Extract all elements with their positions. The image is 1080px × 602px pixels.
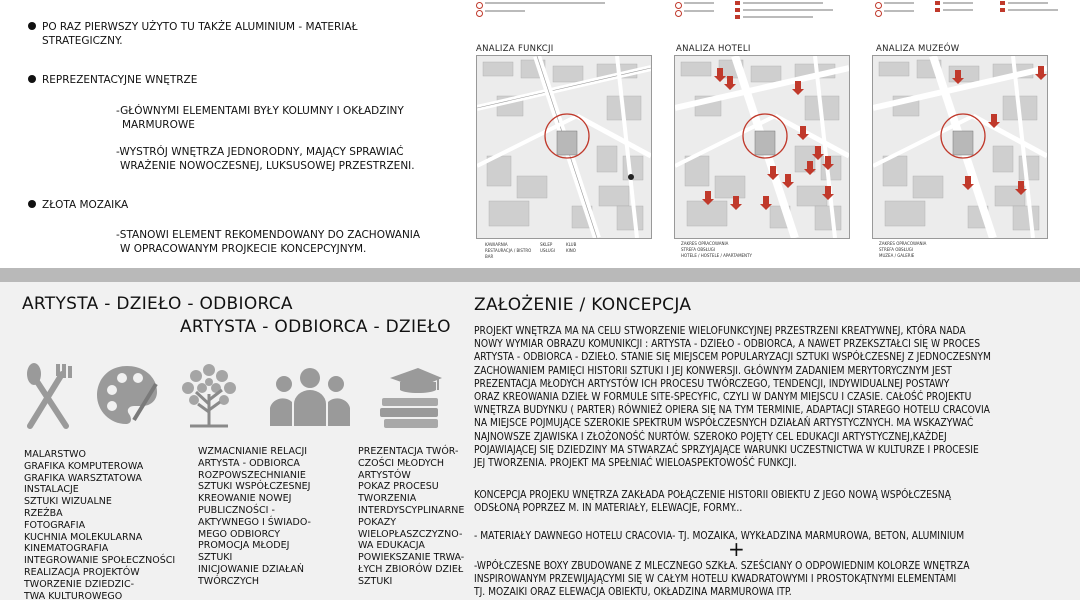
legend-circle-icon xyxy=(875,2,882,9)
legend-line xyxy=(743,9,833,11)
legend-square-icon xyxy=(935,8,940,12)
bullet-item: REPREZENTACYJNE WNĘTRZE xyxy=(42,73,197,87)
legend-strip-2 xyxy=(675,0,865,26)
top-section xyxy=(0,0,1080,268)
tree-icon xyxy=(176,360,242,430)
bullet-dot-icon xyxy=(28,22,36,30)
legend-square-icon xyxy=(735,1,740,5)
legend-strip-3 xyxy=(875,0,1065,20)
concept-heading: ZAŁOŻENIE / KONCEPCJA xyxy=(474,295,692,315)
legend-muzeow: ZAKRES OPRACOWANIA STREFA OBSŁUGI MUZEA / GALERIE xyxy=(879,241,927,258)
bullet-dot-icon xyxy=(28,75,36,83)
sub-item: -GŁÓWNYMI ELEMENTAMI BYŁY KOLUMNY I OKŁADZINY MARMUROWE xyxy=(116,105,404,131)
section-divider xyxy=(0,268,1080,282)
map-funkcji xyxy=(476,55,652,239)
map-muzeow xyxy=(872,55,1048,239)
palette-icon xyxy=(94,362,160,428)
map-hoteli xyxy=(674,55,850,239)
legend-square-icon xyxy=(1000,8,1005,12)
materials-line: - MATERIAŁY DAWNEGO HOTELU CRACOVIA- TJ. MOZAIKA, WYKŁADZINA MARMUROWA, BETON, ALUMINIUM xyxy=(474,531,965,542)
panel-title-muzeow: ANALIZA MUZEÓW xyxy=(876,44,960,54)
legend-line xyxy=(743,2,823,4)
legend-square-icon xyxy=(735,8,740,12)
legend-line xyxy=(943,9,973,11)
sub-item: -STANOWI ELEMENT REKOMENDOWANY DO ZACHOWANIA W OPRACOWANYM PROJKECIE KONCEPCYJNYM. xyxy=(116,229,421,255)
legend-line xyxy=(485,2,605,4)
heading-artysta-odbiorca-dzielo: ARTYSTA - ODBIORCA - DZIEŁO xyxy=(180,317,451,337)
plus-sign: + xyxy=(728,537,745,561)
bullet-item: PO RAZ PIERWSZY UŻYTO TU TAKŻE ALUMINIUM - MATERIAŁ STRATEGICZNY. xyxy=(42,20,357,48)
legend-funkcji-2: SKLEP USŁUGI xyxy=(540,242,555,253)
sub-item: -WYSTRÓJ WNĘTRZA JEDNORODNY, MAJĄCY SPRAWIAĆ WRAŻENIE NOWOCZESNEJ, LUKSUSOWEJ PRZESTRZENI. xyxy=(116,146,415,172)
legend-line xyxy=(485,10,525,12)
map-marker-icon xyxy=(628,174,634,180)
bullet-dot-icon xyxy=(28,200,36,208)
concept-paragraph-2: KONCEPCJA PROJEKU WNĘTRZA ZAKŁADA POŁĄCZENIE HISTORII OBIEKTU Z JEGO NOWĄ WSPÓŁCZESNĄ ODSŁONĄ POPRZEZ M. IN MATERIAŁY, ELEWACJE, FORMY... xyxy=(474,490,951,515)
concept-paragraph: PROJEKT WNĘTRZA MA NA CELU STWORZENIE WIELOFUNKCYJNEJ PRZESTRZENI KREATYWNEJ, KTÓRA NADA NOWY WYMIAR OBRAZU KOMUNIKCJI : ARTYSTA - DZIEŁO - ODBIORCA, A NAWET PRZEKSZTAŁCI SIĘ W PROCES ARTYSTA - ODBIORCA - DZIEŁO. STANIE SIĘ MIEJSCEM POPULARYZACJI SZTUKI WSPÓŁCZESNEJ Z JEDNOCZESNYM ZACHOWANIEM PAMIĘCI HISTORII SZTUKI I JEJ KONWERSJI. GŁÓWNYM ZADANIEM MERYTORYCZNYM JEST PREZENTACJA MŁODYCH ARTYSTÓW ICH PROCESU TWÓRCZEGO, TENDENCJI, INDYWIDUALNEJ POSTAWY ORAZ KREOWANIA DZIEŁ W FORMULE SITE-SPECYFIC, CZYLI W DANYM MIEJSCU I CZASIE. CAŁOŚĆ PROJEKTU WNĘTRZA BUDYNKU ( PARTER) RÓWNIEŻ OPIERA SIĘ NA TYM TERMINIE, ADAPTACJI STAREGO HOTELU CRACOVIA NA MIEJSCE POJMUJĄCE SZEROKIE SPEKTRUM WSPÓŁCZESNYCH DZIAŁAŃ ARTYSTYCZNYCH. MA WSKAZYWAĆ NAJNOWSZE ZJAWISKA I ZŁOŻONOŚĆ NURTÓW. SZEROKO POJĘTY CEL EDUKACJI ARTYSTYCZNEJ,KAŻDEJ POJAWIAJĄCEJ SIĘ DZIEDZINY MA STWARZAĆ SPRZYJAJĄCE WARUNKI UCZESTNICTWA W KULTURZE I PROCESIE JEJ TWORZENIA. PROJEKT MA SPEŁNIAĆ WIELOASPEKTOWOŚĆ FUNKCJI. xyxy=(474,326,991,470)
legend-circle-icon xyxy=(476,2,483,9)
legend-line xyxy=(884,2,914,4)
legend-square-icon xyxy=(935,1,940,5)
panel-title-hoteli: ANALIZA HOTELI xyxy=(676,44,751,54)
col-presentation: PREZENTACJA TWÓR- CZOŚCI MŁODYCH ARTYSTÓW POKAZ PROCESU TWORZENIA INTERDYSCYPLINARNE POKAZY WIELOPŁASZCZYZNO- WA EDUKACJA POWIEKSZANIE TRWA- ŁYCH ZBIORÓW DZIEŁ SZTUKI xyxy=(358,446,465,587)
legend-funkcji: KAWIARNIA RESTAURACJA / BISTRO BAR xyxy=(485,242,532,259)
legend-square-icon xyxy=(735,15,740,19)
col-disciplines: MALARSTWO GRAFIKA KOMPUTEROWA GRAFIKA WARSZTATOWA INSTALACJE SZTUKI WIZUALNE RZEŹBA FOTOGRAFIA KUCHNIA MOLEKULARNA KINEMATOGRAFIA INTEGROWANIE SPOŁECZNOŚCI REALIZACJA PROJEKTÓW TWORZENIE DZIEDZIC- TWA KULTUROWEGO xyxy=(24,449,176,602)
heading-artysta-dzielo-odbiorca: ARTYSTA - DZIEŁO - ODBIORCA xyxy=(22,294,293,314)
legend-line xyxy=(1008,9,1058,11)
col-relations: WZMACNIANIE RELACJI ARTYSTA - ODBIORCA ROZPOWSZECHNIANIE SZTUKI WSPÓŁCZESNEJ KREOWANIE NOWEJ PUBLICZNOŚCI - AKTYWNEGO I ŚWIADO- MEGO ODBIORCY PROMOCJA MŁODEJ SZTUKI INICJOWANIE DZIAŁAŃ TWÓRCZYCH xyxy=(198,446,311,587)
fork-knife-icon xyxy=(22,362,74,432)
bullet-item: ZŁOTA MOZAIKA xyxy=(42,198,128,212)
legend-line xyxy=(1008,2,1048,4)
legend-square-icon xyxy=(1000,1,1005,5)
legend-circle-icon xyxy=(675,2,682,9)
legend-funkcji-3: KLUB KINO xyxy=(566,242,577,253)
legend-circle-icon xyxy=(476,10,483,17)
people-icon xyxy=(268,366,352,428)
legend-line xyxy=(884,10,914,12)
legend-strip-1 xyxy=(476,0,666,16)
legend-line xyxy=(684,10,714,12)
legend-hoteli: ZAKRES OPRACOWANIA STREFA OBSŁUGI HOTELE / HOSTELE / APARTAMENTY xyxy=(681,241,752,258)
legend-circle-icon xyxy=(875,10,882,17)
street-map xyxy=(873,56,1047,238)
street-map xyxy=(675,56,849,238)
legend-line xyxy=(743,16,813,18)
legend-line xyxy=(943,2,973,4)
boxes-paragraph: -WPÓŁCZESNE BOXY ZBUDOWANE Z MLECZNEGO SZKŁA. SZEŚCIANY O ODPOWIEDNIM KOLORZE WNĘTRZA INSPIROWANYM PRZEWIJAJĄCYMI SIĘ W CAŁYM HOTELU KWADRATOWYMI I PROSTOKĄTNYMI ELEMENTAMI TJ. MOZAIKI ORAZ ELEWACJA OBIEKTU, OKŁADZINA MARMUROWA ITP. xyxy=(474,561,970,599)
street-map xyxy=(477,56,651,238)
legend-circle-icon xyxy=(675,10,682,17)
panel-title-funkcji: ANALIZA FUNKCJI xyxy=(476,44,554,54)
books-icon xyxy=(378,364,444,430)
legend-line xyxy=(684,2,714,4)
